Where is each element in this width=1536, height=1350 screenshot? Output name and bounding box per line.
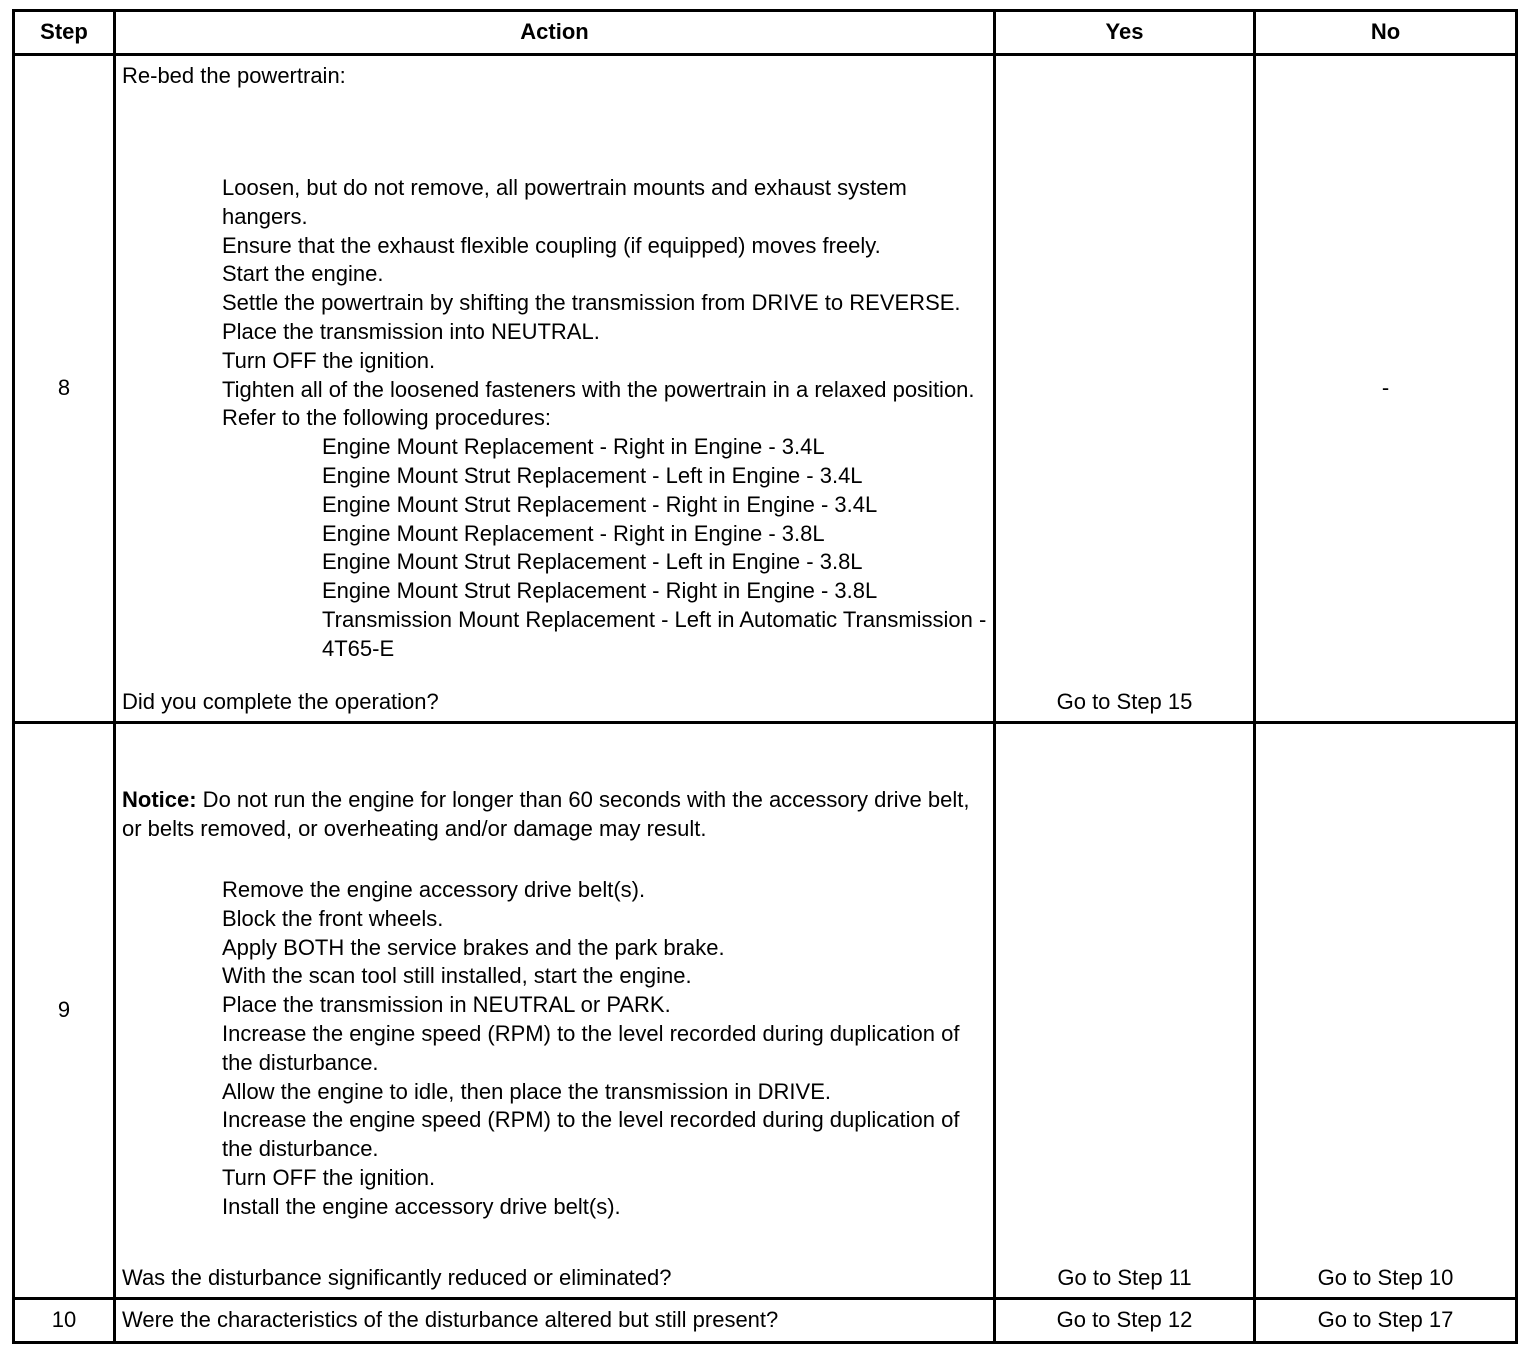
- yes-cell: [995, 55, 1255, 723]
- list-item: [222, 376, 992, 664]
- table-row-step-9: [14, 723, 1517, 1299]
- list-item: With the scan tool still installed, start the engine.: [222, 963, 692, 989]
- action-question: Was the disturbance significantly reduced or eliminated?: [122, 1265, 672, 1291]
- procedure-links-list: [222, 433, 992, 663]
- action-cell: [115, 55, 995, 723]
- list-item: Loosen, but do not remove, all powertrain mounts and exhaust system hangers.: [222, 175, 907, 229]
- action-cell: [115, 723, 995, 1299]
- list-item: Install the engine accessory drive belt(s).: [222, 1193, 621, 1219]
- procedure-link[interactable]: Engine Mount Strut Replacement - Right in Engine - 3.4L: [322, 491, 878, 517]
- yes-cell: [995, 723, 1255, 1299]
- procedure-link[interactable]: Transmission Mount Replacement - Left in Automatic Transmission - 4T65-E: [322, 606, 987, 661]
- action-question: Did you complete the operation?: [122, 689, 439, 715]
- list-item: Place the transmission into NEUTRAL.: [222, 318, 600, 344]
- table-row-step-10: [14, 1299, 1517, 1343]
- list-item: Start the engine.: [222, 261, 384, 287]
- list-item: Remove the engine accessory drive belt(s).: [222, 877, 646, 902]
- yes-link[interactable]: Go to Step 12: [995, 1299, 1255, 1343]
- notice-text: [122, 786, 992, 844]
- no-cell: [1255, 723, 1517, 1299]
- list-item: Settle the powertrain by shifting the transmission from DRIVE to REVERSE.: [222, 290, 961, 316]
- action-question: Were the characteristics of the disturbance altered but still present?: [115, 1299, 995, 1343]
- no-cell: -: [1255, 55, 1517, 723]
- notice-body: Do not run the engine for longer than 60 seconds with the accessory drive belt, or belts removed, or overheating and/or damage may result.: [122, 787, 970, 841]
- list-item: Allow the engine to idle, then place the transmission in DRIVE.: [222, 1078, 831, 1104]
- no-link[interactable]: Go to Step 10: [1317, 1265, 1454, 1291]
- header-row: [14, 11, 1517, 55]
- list-item: Turn OFF the ignition.: [222, 347, 436, 373]
- list-item: Place the transmission in NEUTRAL or PARK.: [222, 992, 671, 1018]
- action-intro: Re-bed the powertrain:: [122, 63, 346, 88]
- procedure-link[interactable]: Engine Mount Strut Replacement - Right in Engine - 3.8L: [322, 578, 878, 604]
- action-steps-list: [222, 174, 992, 664]
- yes-link[interactable]: Go to Step 11: [1057, 1265, 1192, 1291]
- step-number: 9: [14, 723, 115, 1299]
- no-link[interactable]: Go to Step 17: [1255, 1299, 1517, 1343]
- list-item: Increase the engine speed (RPM) to the level recorded during duplication of the disturbance.: [222, 1107, 960, 1162]
- action-steps-list: [222, 876, 992, 1222]
- table-row-step-8: [14, 55, 1517, 723]
- list-item: Block the front wheels.: [222, 905, 444, 931]
- procedure-link[interactable]: Engine Mount Replacement - Right in Engine - 3.4L: [322, 434, 825, 460]
- step-number: 10: [14, 1299, 115, 1343]
- header-step: Step: [14, 11, 115, 55]
- procedure-link[interactable]: Engine Mount Strut Replacement - Left in Engine - 3.8L: [322, 549, 863, 575]
- procedure-link[interactable]: Engine Mount Strut Replacement - Left in Engine - 3.4L: [322, 462, 863, 488]
- notice-label: Notice:: [122, 787, 197, 812]
- list-item: Increase the engine speed (RPM) to the level recorded during duplication of the disturbance.: [222, 1020, 960, 1075]
- list-item: Apply BOTH the service brakes and the park brake.: [222, 934, 725, 960]
- header-yes: Yes: [995, 11, 1255, 55]
- step-number: 8: [14, 55, 115, 723]
- list-item: Turn OFF the ignition.: [222, 1164, 436, 1190]
- list-item-text: Tighten all of the loosened fasteners with the powertrain in a relaxed position. Refer to the following procedures:: [222, 376, 975, 431]
- list-item: Ensure that the exhaust flexible coupling (if equipped) moves freely.: [222, 232, 881, 258]
- header-action: Action: [115, 11, 995, 55]
- procedure-link[interactable]: Engine Mount Replacement - Right in Engine - 3.8L: [322, 520, 825, 546]
- yes-link[interactable]: Go to Step 15: [1056, 689, 1193, 715]
- header-no: No: [1255, 11, 1517, 55]
- diagnostic-table: [12, 9, 1518, 1344]
